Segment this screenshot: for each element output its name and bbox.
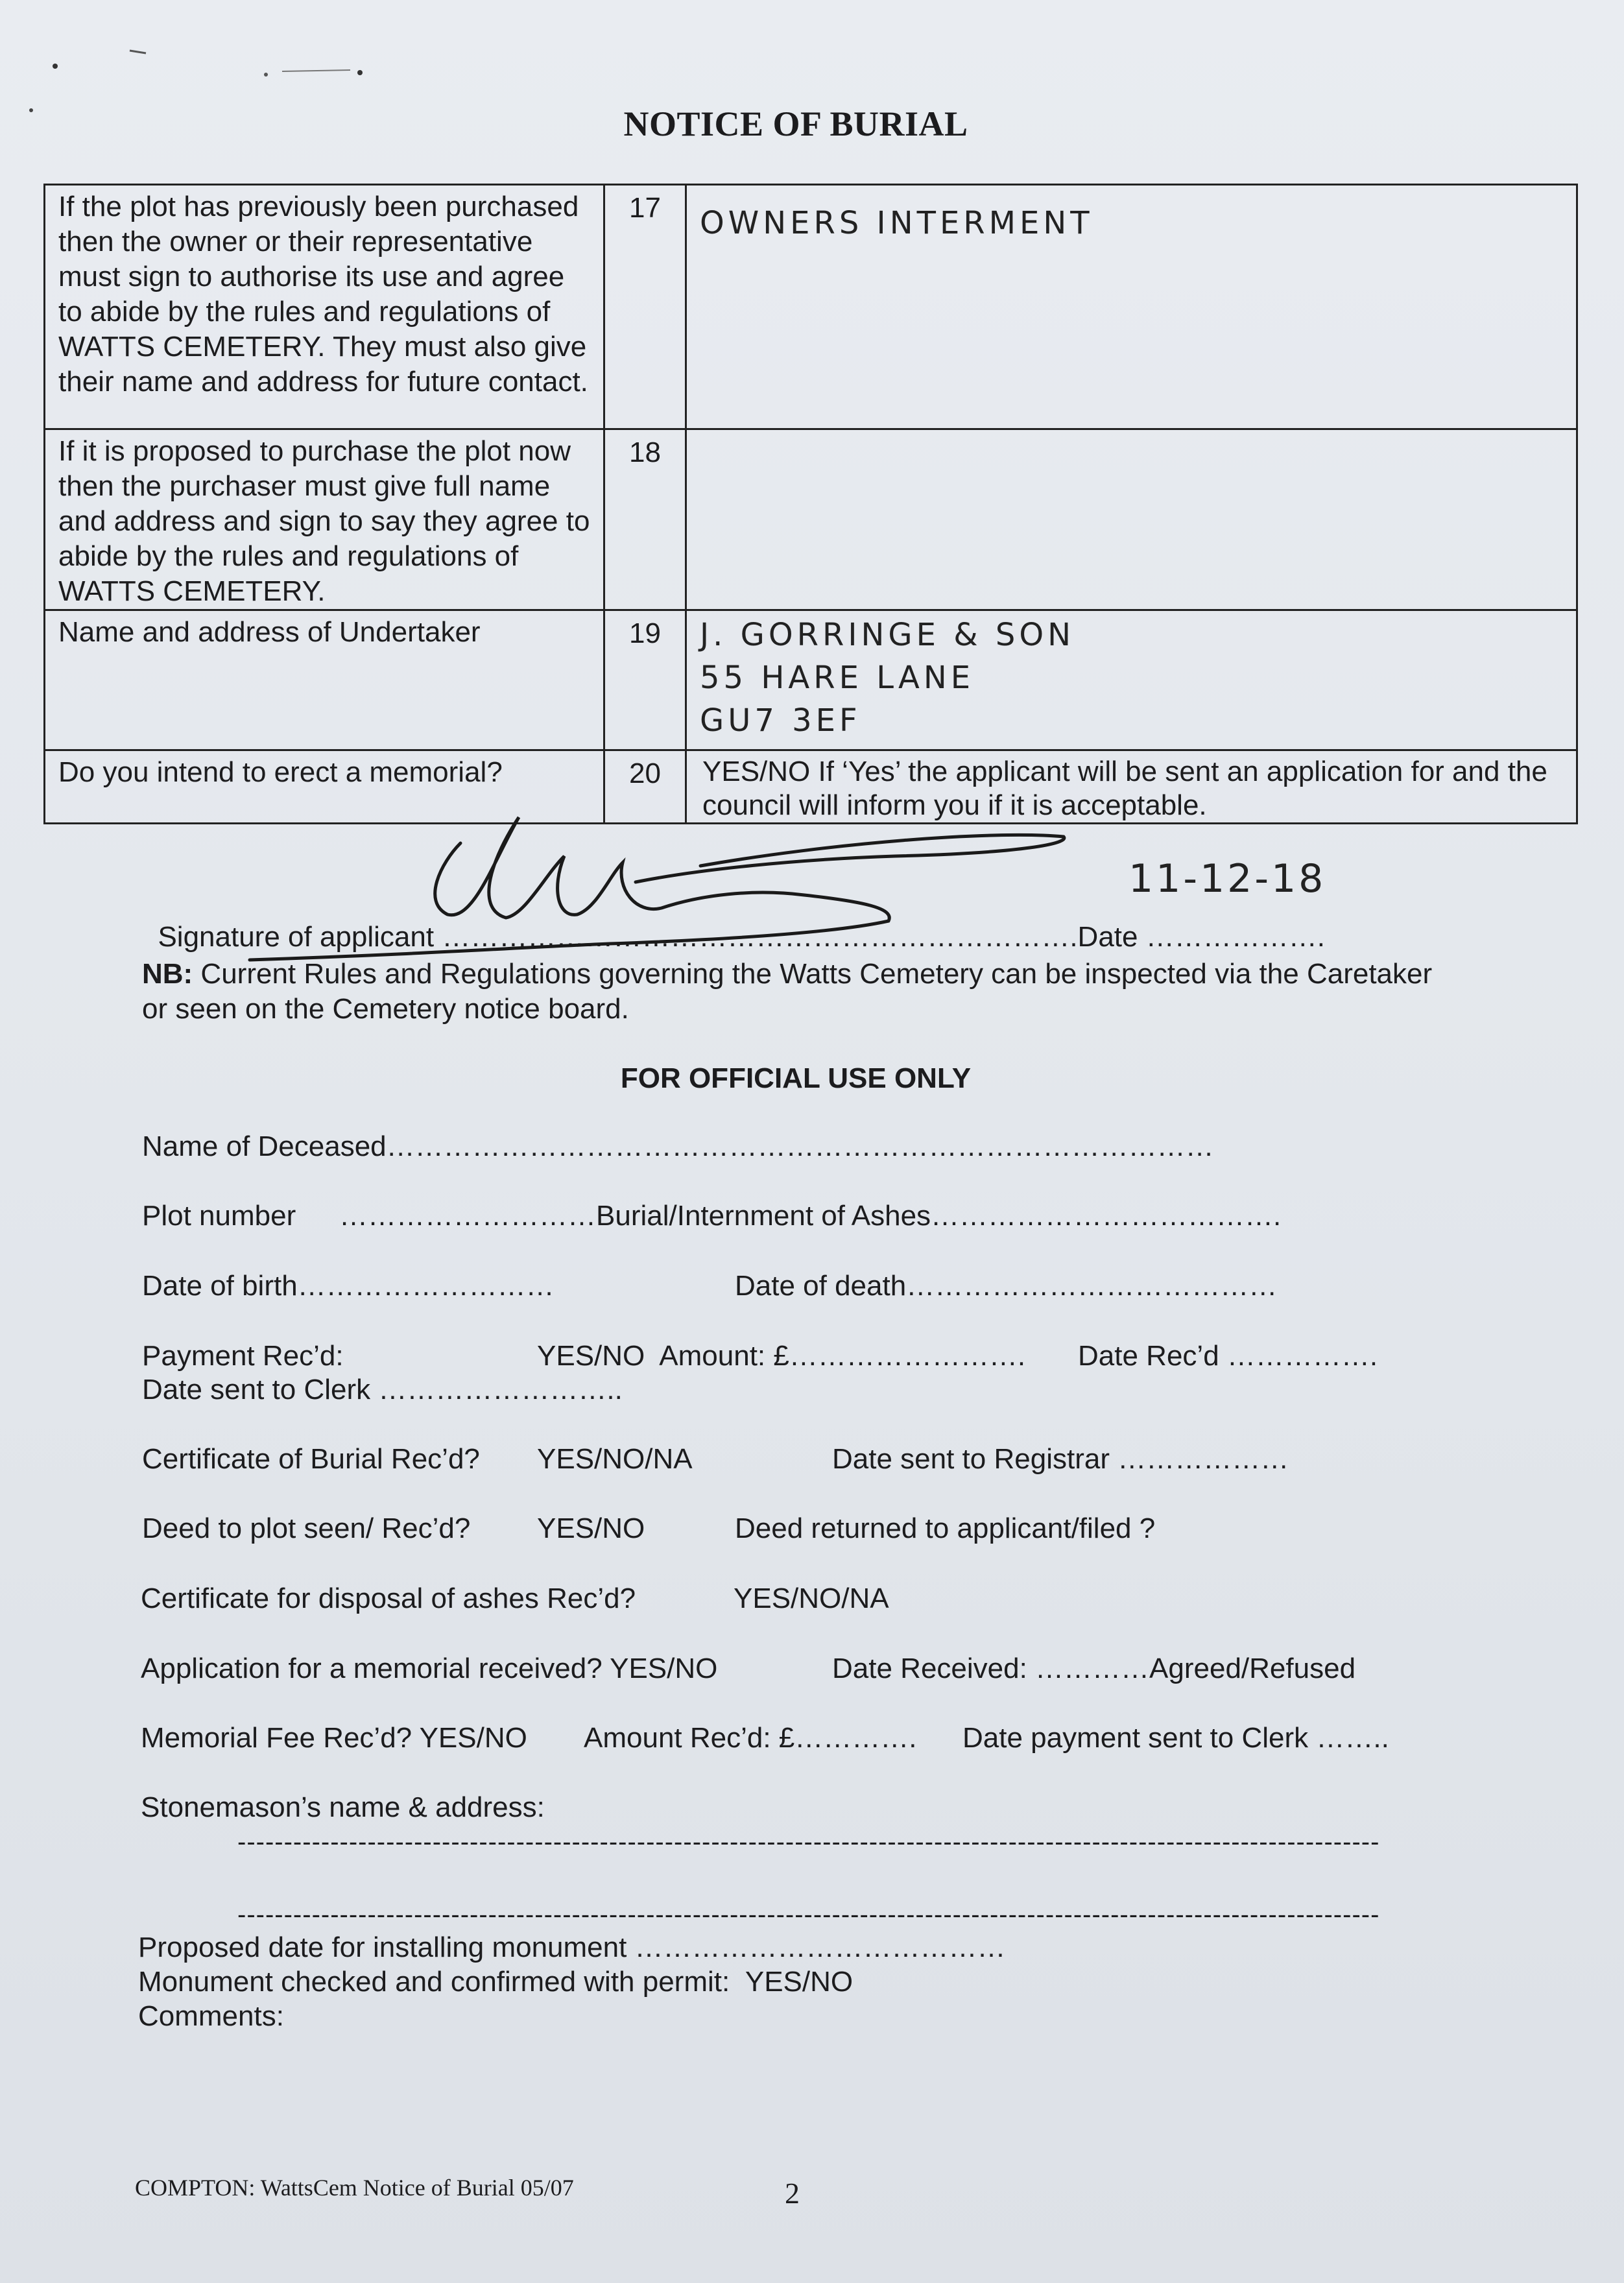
table-row bbox=[45, 185, 1577, 429]
row-number: 20 bbox=[604, 750, 686, 824]
question-cell: If it is proposed to purchase the plot now then the purchaser must give full name and address and sign to say they agree to abide by the rules and regulations of WATTS CEMETERY. bbox=[45, 429, 604, 610]
deed-returned-field[interactable]: Deed returned to applicant/filed ? bbox=[735, 1512, 1156, 1544]
signature-dots: …………………………………………………………. bbox=[434, 921, 1078, 953]
monument-checked-field[interactable]: Monument checked and confirmed with permit: YES/NO bbox=[138, 1966, 854, 1998]
date-payment-clerk-field[interactable]: Date payment sent to Clerk …….. bbox=[962, 1722, 1389, 1754]
payment-amount-field[interactable]: YES/NO Amount: £……………………. bbox=[537, 1340, 1026, 1372]
cert-burial-options[interactable]: YES/NO/NA bbox=[537, 1443, 693, 1475]
handwritten-answer: OWNERS INTERMENT bbox=[700, 205, 1093, 241]
question-cell: Do you intend to erect a memorial? bbox=[45, 750, 604, 824]
undertaker-name: J. GORRINGE & SON bbox=[700, 617, 1075, 653]
date-of-death-field[interactable]: Date of death………………………………… bbox=[735, 1270, 1278, 1302]
memorial-application-field[interactable]: Application for a memorial received? YES/NO bbox=[141, 1653, 718, 1684]
name-of-deceased[interactable]: Name of Deceased…………………………………………………………………………… bbox=[142, 1130, 1214, 1162]
comments-label: Comments: bbox=[138, 2000, 284, 2032]
stonemason-line-2[interactable]: --------------------------------------------------------------------------------------------------------------------------- bbox=[237, 1900, 1380, 1929]
date-received-field[interactable]: Date Received: …………Agreed/Refused bbox=[832, 1653, 1356, 1684]
row-number: 17 bbox=[604, 185, 686, 429]
stonemason-line-1[interactable]: --------------------------------------------------------------------------------------------------------------------------- bbox=[237, 1828, 1380, 1856]
date-sent-clerk-field[interactable]: Date sent to Clerk …………………….. bbox=[142, 1374, 623, 1405]
cert-burial-label: Certificate of Burial Rec’d? bbox=[142, 1443, 480, 1475]
page-number: 2 bbox=[785, 2177, 800, 2210]
plot-number-label: Plot number bbox=[142, 1200, 296, 1232]
plot-number-field[interactable]: ………………………Burial/Internment of Ashes………………………………. bbox=[339, 1200, 1282, 1232]
undertaker-street: 55 HARE LANE bbox=[700, 660, 975, 696]
signature-label: Signature of applicant bbox=[158, 921, 435, 953]
cert-ashes-label: Certificate for disposal of ashes Rec’d? bbox=[141, 1583, 636, 1614]
stonemason-label: Stonemason’s name & address: bbox=[141, 1791, 545, 1823]
nb-note bbox=[142, 957, 1439, 1027]
signature-date-value: 11-12-18 bbox=[1128, 856, 1326, 902]
signature-icon bbox=[246, 804, 1090, 973]
official-use-heading: FOR OFFICIAL USE ONLY bbox=[620, 1062, 972, 1094]
undertaker-postcode: GU7 3EF bbox=[700, 702, 861, 739]
answer-cell[interactable] bbox=[686, 429, 1577, 610]
date-sent-registrar-field[interactable]: Date sent to Registrar ……………… bbox=[832, 1443, 1289, 1475]
deed-label: Deed to plot seen/ Rec’d? bbox=[142, 1512, 471, 1544]
payment-label: Payment Rec’d: bbox=[142, 1340, 344, 1372]
memorial-fee-field[interactable]: Memorial Fee Rec’d? YES/NO bbox=[141, 1722, 527, 1754]
table-row bbox=[45, 610, 1577, 750]
date-dots: ………………. bbox=[1138, 921, 1325, 953]
date-label: Date bbox=[1077, 921, 1138, 953]
row-number: 18 bbox=[604, 429, 686, 610]
nb-text: Current Rules and Regulations governing the Watts Cemetery can be inspected via the Caretaker or seen on the Cemetery notice board. bbox=[142, 958, 1433, 1025]
amount-recd-field[interactable]: Amount Rec’d: £…………. bbox=[584, 1722, 917, 1754]
proposed-date-field[interactable]: Proposed date for installing monument ………………………………… bbox=[138, 1931, 1006, 1963]
question-cell: If the plot has previously been purchased then the owner or their representative must sign to authorise its use and agree to abide by the rules and regulations of WATTS CEMETERY. They must also give their name and address for future contact. bbox=[45, 185, 604, 429]
answer-cell[interactable]: YES/NO If ‘Yes’ the applicant will be sent an application for and the council will inform you if it is acceptable. bbox=[686, 750, 1577, 824]
deed-options[interactable]: YES/NO bbox=[537, 1512, 645, 1544]
date-recd-field[interactable]: Date Rec’d ……………. bbox=[1078, 1340, 1378, 1372]
nb-label: NB: bbox=[142, 958, 193, 990]
table-row bbox=[45, 429, 1577, 610]
question-cell: Name and address of Undertaker bbox=[45, 610, 604, 750]
row-number: 19 bbox=[604, 610, 686, 750]
answer-cell[interactable] bbox=[686, 610, 1577, 750]
cert-ashes-options[interactable]: YES/NO/NA bbox=[734, 1583, 889, 1614]
footer-text: COMPTON: WattsCem Notice of Burial 05/07 bbox=[135, 2175, 574, 2201]
page-title: NOTICE OF BURIAL bbox=[623, 104, 968, 143]
answer-cell[interactable] bbox=[686, 185, 1577, 429]
notice-table bbox=[43, 184, 1578, 824]
date-of-birth-field[interactable]: Date of birth……………………… bbox=[142, 1270, 555, 1302]
